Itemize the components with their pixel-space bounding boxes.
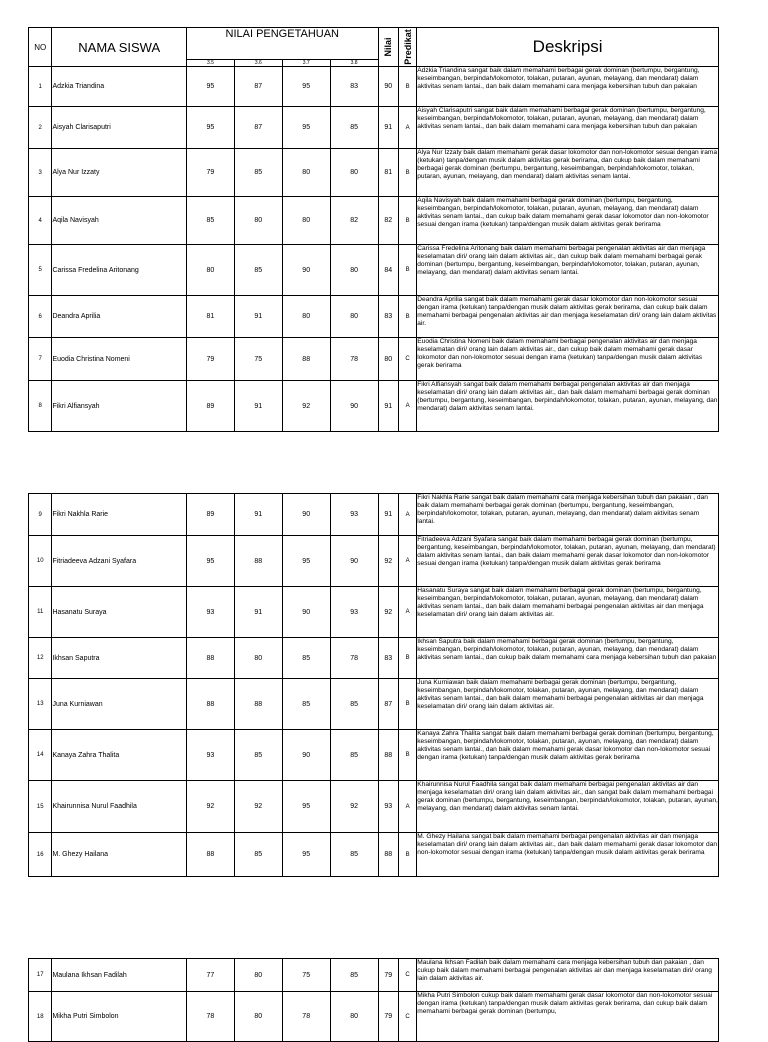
description-text: Hasanatu Suraya sangat baik dalam memahami berbagai gerak dominan (bertumpu, bergantung, keseimbangan, berpindah/lokomotor, tolakan, putaran, ayunan, melayang, dan mendarat) dalam aktivitas senam lantai., dan baik dalam memahami berbagai pengenalan aktivitas air dan menjaga keselamatan diri/ orang lain dalam aktivitas air. bbox=[417, 587, 719, 638]
score-cell: 80 bbox=[282, 197, 330, 245]
row-number: 17 bbox=[29, 959, 52, 992]
table-row bbox=[29, 149, 719, 197]
score-cell: 78 bbox=[330, 638, 378, 679]
student-name: Aisyah Clarisaputri bbox=[52, 107, 187, 149]
score-cell: 88 bbox=[234, 679, 282, 730]
grade-table-page-1 bbox=[28, 27, 719, 432]
table-row bbox=[29, 781, 719, 833]
description-text: Ikhsan Saputra baik dalam memahami berbagai gerak dominan (bertumpu, bergantung, keseimbangan, berpindah/lokomotor, tolakan, putaran, ayunan, melayang, dan mendarat) dalam aktivitas senam lantai., dan cukup baik dalam memahami cara menjaga kebersihan tubuh dan pakaian bbox=[417, 638, 719, 679]
student-name: Adzkia Triandina bbox=[52, 67, 187, 107]
description-text: Carissa Fredelina Aritonang baik dalam memahami berbagai pengenalan aktivitas air dan menjaga keselamatan diri/ orang lain dalam aktivitas air., dan cukup baik dalam memahami berbagai gerak dominan (bertumpu, bergantung, keseimbangan, berpindah/lokomotor, tolakan, putaran, ayunan, melayang, dan mendarat) dalam aktivitas senam lantai. bbox=[417, 245, 719, 296]
table-row bbox=[29, 730, 719, 781]
score-cell: 85 bbox=[330, 959, 378, 992]
row-number: 9 bbox=[29, 494, 52, 536]
score-cell: 75 bbox=[234, 338, 282, 381]
score-cell: 79 bbox=[186, 149, 234, 197]
score-cell: 95 bbox=[186, 67, 234, 107]
score-cell: 85 bbox=[282, 679, 330, 730]
score-cell: 93 bbox=[330, 494, 378, 536]
score-cell: 91 bbox=[234, 381, 282, 432]
header-nama-siswa: NAMA SISWA bbox=[52, 28, 187, 67]
score-cell: 78 bbox=[330, 338, 378, 381]
final-score: 88 bbox=[378, 730, 398, 781]
score-cell: 88 bbox=[234, 536, 282, 587]
score-cell: 89 bbox=[186, 381, 234, 432]
score-cell: 78 bbox=[282, 992, 330, 1042]
table-body bbox=[29, 494, 719, 877]
final-score: 83 bbox=[378, 296, 398, 338]
table-row bbox=[29, 296, 719, 338]
predikat-grade: A bbox=[398, 536, 416, 587]
final-score: 82 bbox=[378, 197, 398, 245]
score-cell: 88 bbox=[186, 833, 234, 877]
predikat-grade: C bbox=[398, 992, 416, 1042]
score-cell: 93 bbox=[330, 587, 378, 638]
score-cell: 80 bbox=[330, 992, 378, 1042]
score-cell: 85 bbox=[234, 149, 282, 197]
description-text: Aisyah Clarisaputri sangat baik dalam memahami berbagai gerak dominan (bertumpu, bergantung, keseimbangan, berpindah/lokomotor, tolakan, putaran, ayunan, melayang, dan mendarat) dalam aktivitas senam lantai., dan baik dalam memahami cara menjaga kebersihan tubuh dan pakaian bbox=[417, 107, 719, 149]
table-row bbox=[29, 381, 719, 432]
final-score: 91 bbox=[378, 381, 398, 432]
table-row bbox=[29, 494, 719, 536]
table-body bbox=[29, 67, 719, 432]
score-cell: 85 bbox=[330, 730, 378, 781]
header-kd: 3.7 bbox=[282, 60, 330, 67]
student-name: Euodia Christina Nomeni bbox=[52, 338, 187, 381]
grade-table-page-3 bbox=[28, 958, 719, 1042]
description-text: Kanaya Zahra Thalita sangat baik dalam memahami berbagai gerak dominan (bertumpu, bergantung, keseimbangan, berpindah/lokomotor, tolakan, putaran, ayunan, melayang, dan mendarat) dalam aktivitas senam lantai., dan baik dalam memahami gerak dasar lokomotor dan non-lokomotor sesuai dengan irama (ketukan) tanpa/dengan musik dalam aktivitas gerak berirama bbox=[417, 730, 719, 781]
predikat-grade: A bbox=[398, 494, 416, 536]
grade-table-page-2 bbox=[28, 493, 719, 877]
score-cell: 80 bbox=[330, 296, 378, 338]
score-cell: 85 bbox=[282, 638, 330, 679]
score-cell: 85 bbox=[330, 679, 378, 730]
score-cell: 87 bbox=[234, 107, 282, 149]
predikat-grade: B bbox=[398, 679, 416, 730]
score-cell: 75 bbox=[282, 959, 330, 992]
final-score: 79 bbox=[378, 959, 398, 992]
predikat-grade: B bbox=[398, 197, 416, 245]
header-nilai-pengetahuan: NILAI PENGETAHUAN bbox=[186, 28, 378, 60]
score-cell: 83 bbox=[330, 67, 378, 107]
header-predikat: Predikat bbox=[398, 28, 416, 67]
student-name: Ikhsan Saputra bbox=[52, 638, 187, 679]
table-row bbox=[29, 638, 719, 679]
description-text: Aqila Navisyah baik dalam memahami berbagai gerak dominan (bertumpu, bergantung, keseimbangan, berpindah/lokomotor, tolakan, putaran, ayunan, melayang, dan mendarat) dalam aktivitas senam lantai., dan cukup baik dalam memahami gerak dasar lokomotor dan non-lokomotor sesuai dengan irama (ketukan) tanpa/dengan musik dalam aktivitas gerak berirama bbox=[417, 197, 719, 245]
predikat-grade: B bbox=[398, 245, 416, 296]
row-number: 7 bbox=[29, 338, 52, 381]
score-cell: 80 bbox=[234, 638, 282, 679]
table-row bbox=[29, 536, 719, 587]
predikat-grade: A bbox=[398, 381, 416, 432]
row-number: 11 bbox=[29, 587, 52, 638]
final-score: 91 bbox=[378, 107, 398, 149]
final-score: 90 bbox=[378, 67, 398, 107]
score-cell: 85 bbox=[186, 197, 234, 245]
final-score: 92 bbox=[378, 536, 398, 587]
table-row bbox=[29, 107, 719, 149]
predikat-grade: A bbox=[398, 587, 416, 638]
score-cell: 80 bbox=[282, 149, 330, 197]
header-kd: 3.6 bbox=[234, 60, 282, 67]
score-cell: 85 bbox=[234, 245, 282, 296]
score-cell: 93 bbox=[186, 587, 234, 638]
score-cell: 92 bbox=[234, 781, 282, 833]
score-cell: 90 bbox=[282, 245, 330, 296]
score-cell: 87 bbox=[234, 67, 282, 107]
row-number: 18 bbox=[29, 992, 52, 1042]
predikat-grade: B bbox=[398, 67, 416, 107]
score-cell: 95 bbox=[186, 536, 234, 587]
header-deskripsi: Deskripsi bbox=[417, 28, 719, 67]
final-score: 81 bbox=[378, 149, 398, 197]
score-cell: 95 bbox=[282, 536, 330, 587]
final-score: 88 bbox=[378, 833, 398, 877]
table-row bbox=[29, 587, 719, 638]
score-cell: 85 bbox=[330, 107, 378, 149]
predikat-grade: C bbox=[398, 959, 416, 992]
student-name: Juna Kurniawan bbox=[52, 679, 187, 730]
predikat-grade: B bbox=[398, 296, 416, 338]
student-name: Fikri Alfiansyah bbox=[52, 381, 187, 432]
score-cell: 80 bbox=[234, 197, 282, 245]
score-cell: 80 bbox=[186, 245, 234, 296]
row-number: 1 bbox=[29, 67, 52, 107]
score-cell: 95 bbox=[282, 781, 330, 833]
description-text: M. Ghezy Hailana sangat baik dalam memahami berbagai pengenalan aktivitas air dan menjaga keselamatan diri/ orang lain dalam aktivitas air., dan baik dalam memahami gerak dasar lokomotor dan non-lokomotor sesuai dengan irama (ketukan) tanpa/dengan musik dalam aktivitas gerak berirama bbox=[417, 833, 719, 877]
header-no: NO bbox=[29, 28, 52, 67]
predikat-grade: A bbox=[398, 781, 416, 833]
header-nilai: Nilai bbox=[378, 28, 398, 67]
score-cell: 90 bbox=[282, 494, 330, 536]
description-text: Adzkia Triandina sangat baik dalam memahami berbagai gerak dominan (bertumpu, bergantung, keseimbangan, berpindah/lokomotor, tolakan, putaran, ayunan, melayang, dan mendarat) dalam aktivitas senam lantai., dan baik dalam memahami cara menjaga kebersihan tubuh dan pakaian bbox=[417, 67, 719, 107]
score-cell: 93 bbox=[186, 730, 234, 781]
score-cell: 92 bbox=[186, 781, 234, 833]
score-cell: 92 bbox=[330, 781, 378, 833]
score-cell: 82 bbox=[330, 197, 378, 245]
final-score: 91 bbox=[378, 494, 398, 536]
predikat-grade: C bbox=[398, 338, 416, 381]
final-score: 79 bbox=[378, 992, 398, 1042]
score-cell: 78 bbox=[186, 992, 234, 1042]
student-name: Deandra Aprilia bbox=[52, 296, 187, 338]
row-number: 8 bbox=[29, 381, 52, 432]
final-score: 80 bbox=[378, 338, 398, 381]
score-cell: 80 bbox=[282, 296, 330, 338]
table-row bbox=[29, 992, 719, 1042]
score-cell: 95 bbox=[282, 107, 330, 149]
row-number: 15 bbox=[29, 781, 52, 833]
student-name: Fitriadeeva Adzani Syafara bbox=[52, 536, 187, 587]
score-cell: 91 bbox=[234, 587, 282, 638]
description-text: Euodia Christina Nomeni baik dalam memahami berbagai pengenalan aktivitas air dan menjaga keselamatan diri/ orang lain dalam aktivitas air., dan cukup baik dalam memahami gerak dasar lokomotor dan non-lokomotor sesuai dengan irama (ketukan) tanpa/dengan musik dalam aktivitas gerak berirama bbox=[417, 338, 719, 381]
table-row bbox=[29, 679, 719, 730]
score-cell: 85 bbox=[234, 833, 282, 877]
score-cell: 88 bbox=[186, 679, 234, 730]
predikat-grade: A bbox=[398, 107, 416, 149]
student-name: Alya Nur Izzaty bbox=[52, 149, 187, 197]
final-score: 93 bbox=[378, 781, 398, 833]
table-row bbox=[29, 338, 719, 381]
table-row bbox=[29, 245, 719, 296]
score-cell: 90 bbox=[282, 587, 330, 638]
score-cell: 95 bbox=[282, 67, 330, 107]
student-name: Fikri Nakhla Rarie bbox=[52, 494, 187, 536]
score-cell: 91 bbox=[234, 296, 282, 338]
table-row bbox=[29, 197, 719, 245]
predikat-grade: B bbox=[398, 833, 416, 877]
description-text: Mikha Putri Simbolon cukup baik dalam memahami gerak dasar lokomotor dan non-lokomotor sesuai dengan irama (ketukan) tanpa/dengan musik dalam aktivitas gerak berirama, dan cukup baik dalam memahami berbagai gerak dominan (bertumpu, bbox=[417, 992, 719, 1042]
student-name: M. Ghezy Hailana bbox=[52, 833, 187, 877]
final-score: 84 bbox=[378, 245, 398, 296]
header-kd: 3.5 bbox=[186, 60, 234, 67]
row-number: 16 bbox=[29, 833, 52, 877]
score-cell: 90 bbox=[330, 536, 378, 587]
student-name: Carissa Fredelina Aritonang bbox=[52, 245, 187, 296]
score-cell: 80 bbox=[234, 992, 282, 1042]
row-number: 4 bbox=[29, 197, 52, 245]
description-text: Maulana Ikhsan Fadilah baik dalam memahami cara menjaga kebersihan tubuh dan pakaian , dan cukup baik dalam memahami berbagai pengenalan aktivitas air dan menjaga keselamatan diri/ orang lain dalam aktivitas air. bbox=[417, 959, 719, 992]
row-number: 5 bbox=[29, 245, 52, 296]
description-text: Fikri Alfiansyah sangat baik dalam memahami berbagai pengenalan aktivitas air dan menjaga keselamatan diri/ orang lain dalam aktivitas air., dan baik dalam memahami berbagai gerak dominan (bertumpu, bergantung, keseimbangan, berpindah/lokomotor, tolakan, putaran, ayunan, melayang, dan mendarat) dalam aktivitas senam lantai. bbox=[417, 381, 719, 432]
score-cell: 80 bbox=[330, 245, 378, 296]
student-name: Hasanatu Suraya bbox=[52, 587, 187, 638]
score-cell: 95 bbox=[186, 107, 234, 149]
table-body bbox=[29, 959, 719, 1042]
score-cell: 81 bbox=[186, 296, 234, 338]
table-row bbox=[29, 959, 719, 992]
row-number: 14 bbox=[29, 730, 52, 781]
description-text: Alya Nur Izzaty baik dalam memahami gerak dasar lokomotor dan non-lokomotor sesuai dengan irama (ketukan) tanpa/dengan musik dalam aktivitas gerak berirama, dan cukup baik dalam memahami berbagai gerak dominan (bertumpu, bergantung, keseimbangan, berpindah/lokomotor, tolakan, putaran, ayunan, melayang, dan mendarat) dalam aktivitas senam lantai. bbox=[417, 149, 719, 197]
score-cell: 91 bbox=[234, 494, 282, 536]
row-number: 2 bbox=[29, 107, 52, 149]
score-cell: 85 bbox=[234, 730, 282, 781]
table-row bbox=[29, 833, 719, 877]
row-number: 13 bbox=[29, 679, 52, 730]
student-name: Maulana Ikhsan Fadilah bbox=[52, 959, 187, 992]
predikat-grade: B bbox=[398, 149, 416, 197]
predikat-grade: B bbox=[398, 638, 416, 679]
description-text: Juna Kurniawan baik dalam memahami berbagai gerak dominan (bertumpu, bergantung, keseimbangan, berpindah/lokomotor, tolakan, putaran, ayunan, melayang, dan mendarat) dalam aktivitas senam lantai., dan baik dalam memahami berbagai pengenalan aktivitas air dan menjaga keselamatan diri/ orang lain dalam aktivitas air. bbox=[417, 679, 719, 730]
row-number: 3 bbox=[29, 149, 52, 197]
final-score: 87 bbox=[378, 679, 398, 730]
predikat-grade: B bbox=[398, 730, 416, 781]
score-cell: 77 bbox=[186, 959, 234, 992]
header-kd: 3.8 bbox=[330, 60, 378, 67]
score-cell: 88 bbox=[282, 338, 330, 381]
final-score: 92 bbox=[378, 587, 398, 638]
student-name: Khairunnisa Nurul Faadhila bbox=[52, 781, 187, 833]
row-number: 6 bbox=[29, 296, 52, 338]
score-cell: 89 bbox=[186, 494, 234, 536]
score-cell: 90 bbox=[330, 381, 378, 432]
score-cell: 80 bbox=[234, 959, 282, 992]
row-number: 10 bbox=[29, 536, 52, 587]
description-text: Khairunnisa Nurul Faadhila sangat baik dalam memahami berbagai pengenalan aktivitas air dan menjaga keselamatan diri/ orang lain dalam aktivitas air., dan sangat baik dalam memahami berbagai gerak dominan (bertumpu, bergantung, keseimbangan, berpindah/lokomotor, tolakan, putaran, ayunan, melayang, dan mendarat) dalam aktivitas senam lantai. bbox=[417, 781, 719, 833]
score-cell: 80 bbox=[330, 149, 378, 197]
row-number: 12 bbox=[29, 638, 52, 679]
score-cell: 95 bbox=[282, 833, 330, 877]
final-score: 83 bbox=[378, 638, 398, 679]
student-name: Mikha Putri Simbolon bbox=[52, 992, 187, 1042]
score-cell: 90 bbox=[282, 730, 330, 781]
score-cell: 85 bbox=[330, 833, 378, 877]
student-name: Kanaya Zahra Thalita bbox=[52, 730, 187, 781]
description-text: Fitriadeeva Adzani Syafara sangat baik dalam memahami berbagai gerak dominan (bertumpu, bergantung, keseimbangan, berpindah/lokomotor, tolakan, putaran, ayunan, melayang, dan mendarat) dalam aktivitas senam lantai., dan baik dalam memahami gerak dasar lokomotor dan non-lokomotor sesuai dengan irama (ketukan) tanpa/dengan musik dalam aktivitas gerak berirama bbox=[417, 536, 719, 587]
score-cell: 92 bbox=[282, 381, 330, 432]
student-name: Aqila Navisyah bbox=[52, 197, 187, 245]
score-cell: 79 bbox=[186, 338, 234, 381]
description-text: Deandra Aprilia sangat baik dalam memahami gerak dasar lokomotor dan non-lokomotor sesuai dengan irama (ketukan) tanpa/dengan musik dalam aktivitas gerak berirama, dan cukup baik dalam memahami berbagai pengenalan aktivitas air dan menjaga keselamatan diri/ orang lain dalam aktivitas air. bbox=[417, 296, 719, 338]
description-text: Fikri Nakhla Rarie sangat baik dalam memahami cara menjaga kebersihan tubuh dan pakaian , dan baik dalam memahami berbagai gerak dominan (bertumpu, bergantung, keseimbangan, berpindah/lokomotor, tolakan, putaran, ayunan, melayang, dan mendarat) dalam aktivitas senam lantai. bbox=[417, 494, 719, 536]
table-row bbox=[29, 67, 719, 107]
score-cell: 88 bbox=[186, 638, 234, 679]
